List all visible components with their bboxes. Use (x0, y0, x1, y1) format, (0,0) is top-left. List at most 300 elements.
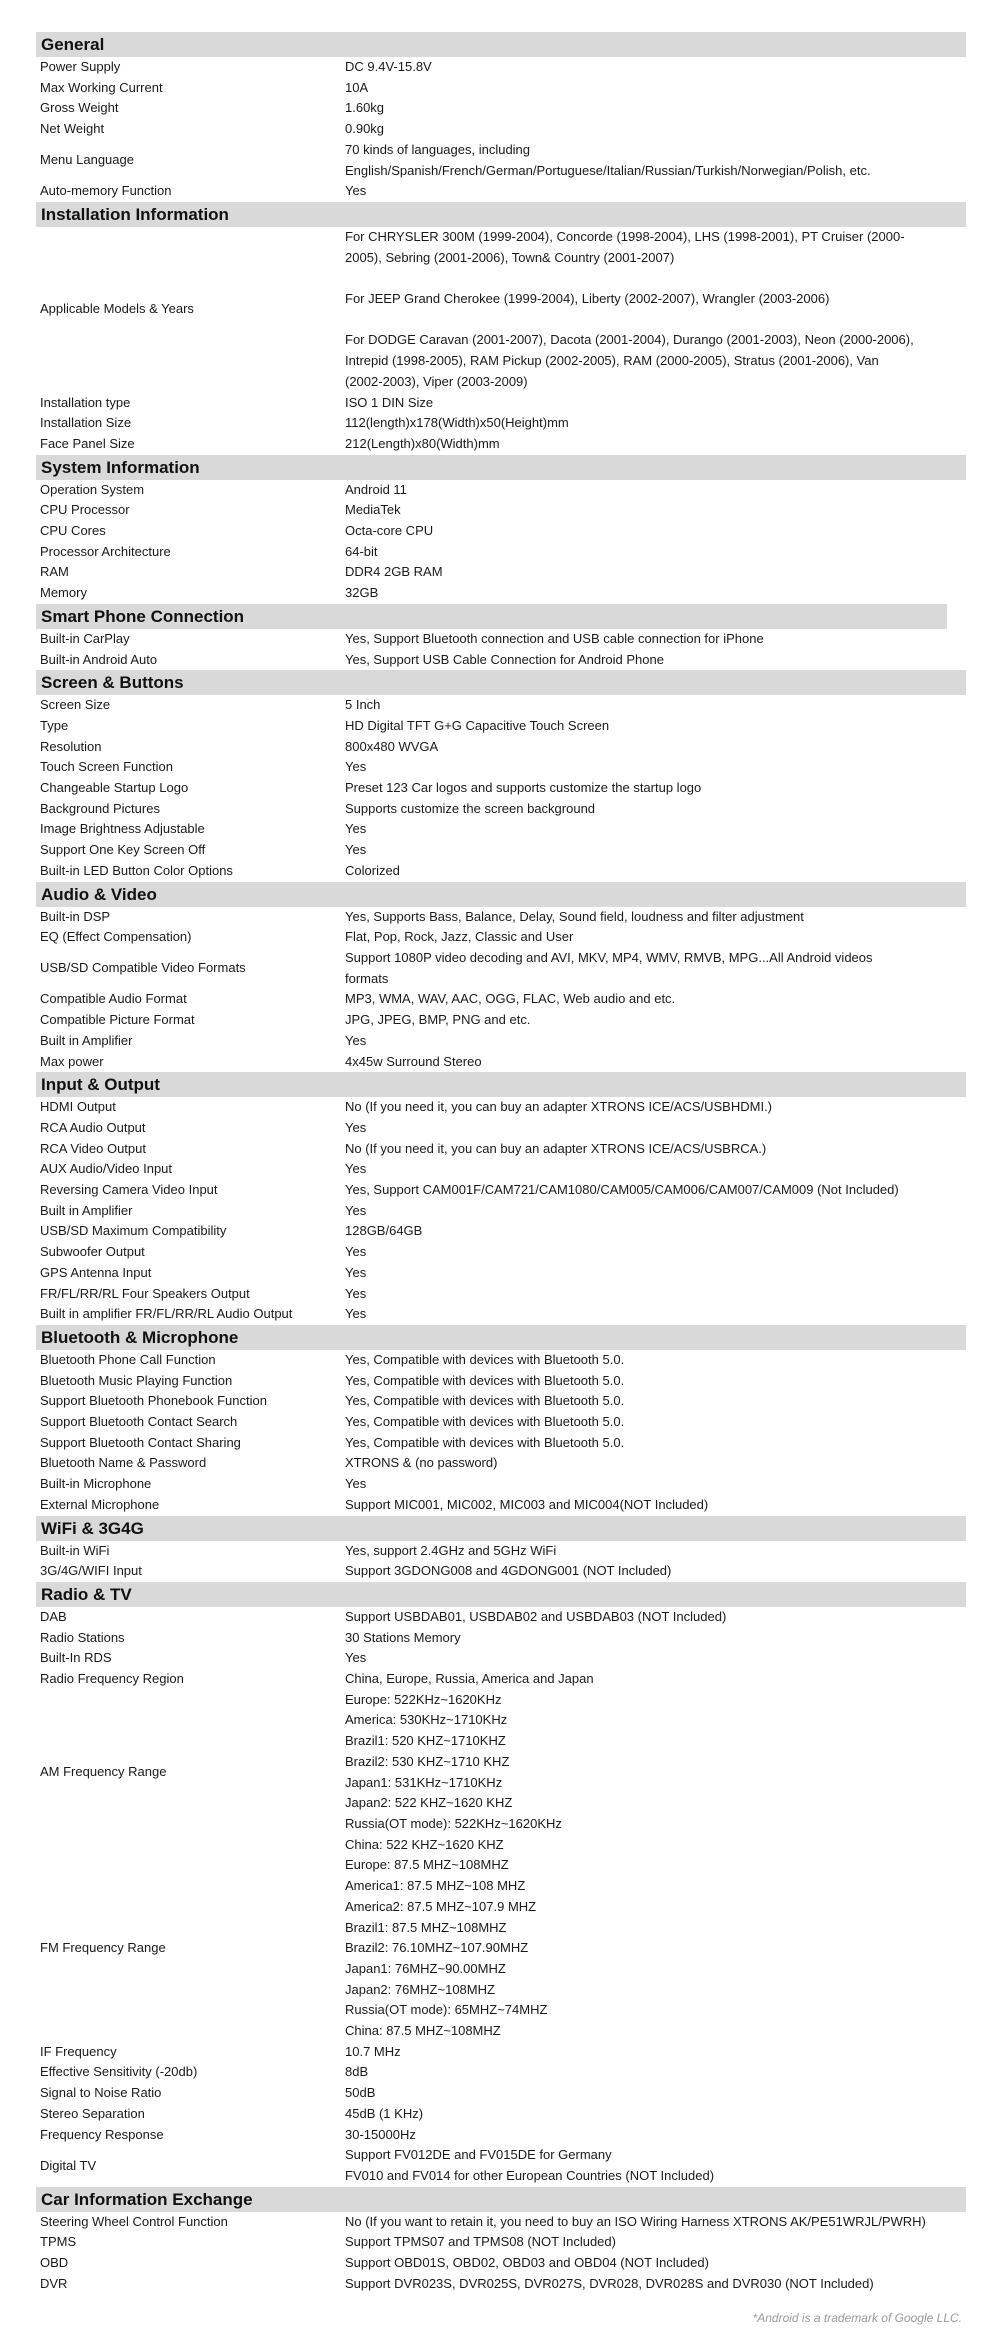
trademark-footnote: *Android is a trademark of Google LLC. (752, 2311, 962, 2325)
spec-value (345, 227, 966, 393)
spec-value (345, 181, 966, 202)
spec-label: Processor Architecture (40, 543, 171, 559)
spec-value-line: MP3, WMA, WAV, AAC, OGG, FLAC, Web audio and etc. (345, 991, 676, 1007)
spec-value-line: 4x45w Surround Stereo (345, 1053, 482, 1069)
spec-value (345, 1690, 966, 1856)
spec-value-line: 112(length)x178(Width)x50(Height)mm (345, 415, 569, 431)
spec-value-line: Octa-core CPU (345, 523, 434, 539)
spec-value-line: America1: 87.5 MHZ~108 MHZ (345, 1878, 526, 1894)
spec-value-line: Europe: 87.5 MHZ~108MHZ (345, 1857, 509, 1873)
spec-value (345, 542, 966, 563)
spec-label: Built-in WiFi (40, 1542, 110, 1558)
spec-value-line: DDR4 2GB RAM (345, 564, 443, 580)
spec-label: Support Bluetooth Contact Search (40, 1414, 238, 1430)
section-smartphone (36, 604, 966, 670)
spec-row (36, 1263, 966, 1284)
spec-value (345, 2104, 966, 2125)
spec-value (345, 1350, 966, 1371)
spec-value (345, 1474, 966, 1495)
spec-value (345, 1031, 966, 1052)
spec-row (36, 1628, 966, 1649)
spec-value-line: Yes, Support Bluetooth connection and USB cable connection for iPhone (345, 630, 764, 646)
spec-label: CPU Cores (40, 523, 106, 539)
spec-value-line: China: 522 KHZ~1620 KHZ (345, 1836, 504, 1852)
spec-value (345, 1284, 966, 1305)
spec-value (345, 119, 966, 140)
spec-label: Operation System (40, 481, 145, 497)
spec-value (345, 1242, 966, 1263)
spec-value (345, 1453, 966, 1474)
spec-value (345, 2042, 966, 2063)
spec-value (345, 737, 966, 758)
spec-value-line: Support DVR023S, DVR025S, DVR027S, DVR028, DVR028S and DVR030 (NOT Included) (345, 2275, 874, 2291)
spec-label: Changeable Startup Logo (40, 780, 189, 796)
spec-row (36, 500, 966, 521)
spec-value (345, 1541, 966, 1562)
spec-row (36, 757, 966, 778)
spec-value-line: Preset 123 Car logos and supports customize the startup logo (345, 780, 702, 796)
section-title: Input & Output (36, 1072, 966, 1097)
spec-value (345, 1304, 966, 1325)
spec-value-line: Russia(OT mode): 522KHz~1620KHz (345, 1816, 562, 1831)
spec-value (345, 1052, 966, 1073)
spec-value (345, 1097, 966, 1118)
spec-label: Effective Sensitivity (-20db) (40, 2064, 198, 2080)
spec-label: Support Bluetooth Contact Sharing (40, 1434, 241, 1450)
spec-row (36, 2104, 966, 2125)
spec-value-line: Yes (345, 1306, 367, 1322)
spec-label: Support Bluetooth Phonebook Function (40, 1393, 267, 1409)
spec-value (345, 819, 966, 840)
spec-value-line: 32GB (345, 585, 379, 601)
spec-value (345, 500, 966, 521)
spec-row (36, 948, 966, 989)
section-radio (36, 1582, 966, 2187)
spec-row (36, 1391, 966, 1412)
section-title: Bluetooth & Microphone (36, 1325, 966, 1350)
spec-value (345, 562, 966, 583)
spec-value (345, 778, 966, 799)
spec-label: Image Brightness Adjustable (40, 821, 205, 837)
spec-value (345, 629, 966, 650)
section-title: Radio & TV (36, 1582, 966, 1607)
spec-value-line: Yes (345, 1119, 367, 1135)
spec-row (36, 1412, 966, 1433)
spec-label: Menu Language (40, 152, 134, 168)
spec-label: Compatible Picture Format (40, 1012, 195, 1028)
spec-label: External Microphone (40, 1496, 160, 1512)
spec-value-line: Brazil2: 76.10MHZ~107.90MHZ (345, 1940, 529, 1956)
spec-value-line: Support 3GDONG008 and 4GDONG001 (NOT Included) (345, 1563, 672, 1579)
spec-label: Power Supply (40, 59, 121, 74)
spec-label: Face Panel Size (40, 435, 135, 451)
spec-value-line: Colorized (345, 862, 400, 878)
spec-label: Built-in Android Auto (40, 651, 158, 667)
spec-value (345, 948, 966, 989)
spec-label: Frequency Response (40, 2126, 164, 2142)
spec-row (36, 1031, 966, 1052)
spec-row (36, 393, 966, 414)
spec-label: Max power (40, 1053, 104, 1069)
spec-value-line: For JEEP Grand Cherokee (1999-2004), Liberty (2002-2007), Wrangler (2003-2006) (345, 291, 830, 307)
spec-value-line: Support USBDAB01, USBDAB02 and USBDAB03 (NOT Included) (345, 1608, 727, 1624)
spec-row (36, 861, 966, 882)
spec-value-line: Russia(OT mode): 65MHZ~74MHZ (345, 2002, 548, 2018)
spec-value-line: Supports customize the screen background (345, 800, 596, 816)
spec-row (36, 1541, 966, 1562)
spec-row (36, 927, 966, 948)
section-screen (36, 670, 966, 881)
spec-row (36, 1648, 966, 1669)
spec-row (36, 907, 966, 928)
spec-label: Reversing Camera Video Input (40, 1182, 218, 1198)
section-title: System Information (36, 455, 966, 480)
spec-value-line: ISO 1 DIN Size (345, 394, 434, 410)
spec-row (36, 1180, 966, 1201)
spec-value (345, 1855, 966, 2041)
spec-value-line: For DODGE Caravan (2001-2007), Dacota (2001-2004), Durango (2001-2003), Neon (2000-2006), (345, 332, 914, 348)
spec-value (345, 1669, 966, 1690)
spec-value (345, 1180, 966, 1201)
spec-value-line (345, 268, 960, 289)
spec-label: GPS Antenna Input (40, 1264, 152, 1280)
spec-label: Built in Amplifier (40, 1032, 133, 1048)
spec-value (345, 2253, 966, 2274)
spec-value-line: DC 9.4V-15.8V (345, 59, 432, 74)
spec-value-line: 10.7 MHz (345, 2043, 401, 2059)
spec-value-line: Yes, Compatible with devices with Bluetooth 5.0. (345, 1372, 625, 1388)
spec-value (345, 1118, 966, 1139)
spec-value-line: JPG, JPEG, BMP, PNG and etc. (345, 1012, 531, 1028)
spec-label: Built-in LED Button Color Options (40, 862, 233, 878)
spec-value (345, 716, 966, 737)
spec-value (345, 434, 966, 455)
spec-row (36, 1433, 966, 1454)
spec-value-line: 0.90kg (345, 121, 385, 137)
spec-label: RCA Video Output (40, 1140, 146, 1156)
spec-row (36, 989, 966, 1010)
spec-row (36, 1242, 966, 1263)
spec-value (345, 1607, 966, 1628)
spec-label: IF Frequency (40, 2043, 117, 2059)
spec-value (345, 757, 966, 778)
spec-label: Built-In RDS (40, 1650, 112, 1666)
spec-label: Built in amplifier FR/FL/RR/RL Audio Output (40, 1306, 293, 1322)
section-title: General (36, 32, 966, 57)
spec-value-line: Japan2: 522 KHZ~1620 KHZ (345, 1795, 513, 1811)
spec-value-line: Yes, Compatible with devices with Bluetooth 5.0. (345, 1393, 625, 1409)
spec-row (36, 819, 966, 840)
spec-value (345, 1010, 966, 1031)
spec-label: USB/SD Compatible Video Formats (40, 960, 246, 976)
spec-row (36, 480, 966, 501)
spec-row (36, 413, 966, 434)
spec-value (345, 1628, 966, 1649)
spec-row (36, 434, 966, 455)
section-title: Audio & Video (36, 882, 966, 907)
spec-row (36, 98, 966, 119)
spec-row (36, 140, 966, 181)
spec-value-line: Support FV012DE and FV015DE for Germany (345, 2147, 612, 2163)
spec-label: Built-in Microphone (40, 1476, 152, 1492)
spec-row (36, 1052, 966, 1073)
spec-value-line: 50dB (345, 2085, 376, 2101)
spec-label: Compatible Audio Format (40, 991, 187, 1007)
spec-value-line: Yes (345, 183, 367, 199)
spec-label: Touch Screen Function (40, 759, 173, 775)
spec-value-line: Yes (345, 759, 367, 775)
spec-row (36, 1607, 966, 1628)
spec-value (345, 650, 966, 671)
spec-row (36, 1561, 966, 1582)
spec-label: DVR (40, 2275, 68, 2291)
spec-row (36, 1201, 966, 1222)
spec-value-line: Yes, Compatible with devices with Bluetooth 5.0. (345, 1351, 625, 1367)
spec-label: Applicable Models & Years (40, 301, 194, 317)
spec-row (36, 57, 966, 78)
section-general (36, 32, 966, 202)
spec-row (36, 629, 966, 650)
spec-label: Built-in DSP (40, 908, 111, 924)
spec-label: DAB (40, 1608, 67, 1624)
spec-value (345, 695, 966, 716)
spec-value-line: 5 Inch (345, 697, 381, 713)
spec-value (345, 583, 966, 604)
spec-value (345, 393, 966, 414)
spec-value-line: 1.60kg (345, 100, 385, 116)
spec-value-line: Support 1080P video decoding and AVI, MKV, MP4, WMV, RMVB, MPG...All Android videos (345, 949, 873, 965)
spec-label: AUX Audio/Video Input (40, 1161, 173, 1177)
spec-value-line: 10A (345, 79, 369, 95)
spec-label: Radio Frequency Region (40, 1671, 184, 1687)
spec-label: 3G/4G/WIFI Input (40, 1563, 142, 1579)
spec-value (345, 1371, 966, 1392)
spec-row (36, 650, 966, 671)
spec-value (345, 2232, 966, 2253)
spec-value (345, 480, 966, 501)
spec-label: Screen Size (40, 697, 111, 713)
spec-value-line: 30-15000Hz (345, 2126, 416, 2142)
section-io (36, 1072, 966, 1325)
spec-value-line: Europe: 522KHz~1620KHz (345, 1691, 502, 1707)
spec-value-line: Yes (345, 1161, 367, 1177)
spec-value-line: China: 87.5 MHZ~108MHZ (345, 2023, 501, 2039)
spec-value-line: Intrepid (1998-2005), RAM Pickup (2002-2005), RAM (2000-2005), Stratus (2001-2006), Van (345, 353, 879, 369)
spec-value-line: Yes, Compatible with devices with Bluetooth 5.0. (345, 1414, 625, 1430)
spec-value (345, 907, 966, 928)
spec-row (36, 2212, 966, 2233)
spec-value (345, 140, 966, 181)
spec-value (345, 2083, 966, 2104)
spec-value-line: English/Spanish/French/German/Portuguese/Italian/Russian/Turkish/Norwegian/Polish, etc. (345, 162, 871, 178)
spec-label: Support One Key Screen Off (40, 842, 206, 858)
spec-row (36, 1669, 966, 1690)
spec-label: Type (40, 717, 69, 733)
spec-row (36, 1097, 966, 1118)
spec-row (36, 2062, 966, 2083)
spec-value (345, 1648, 966, 1669)
spec-value-line: America2: 87.5 MHZ~107.9 MHZ (345, 1898, 537, 1914)
spec-value-line: 800x480 WVGA (345, 738, 439, 754)
spec-label: Stereo Separation (40, 2105, 145, 2121)
spec-value-line: Yes (345, 1285, 367, 1301)
spec-value (345, 1263, 966, 1284)
spec-value (345, 521, 966, 542)
spec-value-line: Yes (345, 1202, 367, 1218)
spec-sheet (36, 32, 966, 2294)
spec-value-line: Japan1: 531KHz~1710KHz (345, 1774, 503, 1790)
spec-value-line: Japan1: 76MHZ~90.00MHZ (345, 1960, 506, 1976)
section-bluetooth (36, 1325, 966, 1516)
spec-value-line: Android 11 (345, 481, 407, 497)
spec-label: Resolution (40, 738, 102, 754)
section-title: Car Information Exchange (36, 2187, 966, 2212)
spec-value-line: formats (345, 970, 389, 986)
spec-row (36, 2145, 966, 2186)
spec-row (36, 1371, 966, 1392)
spec-row (36, 583, 966, 604)
spec-value-line: Yes, Compatible with devices with Bluetooth 5.0. (345, 1434, 625, 1450)
spec-value (345, 1159, 966, 1180)
spec-label: Gross Weight (40, 100, 119, 116)
spec-value (345, 1561, 966, 1582)
spec-value-line: Japan2: 76MHZ~108MHZ (345, 1981, 495, 1997)
section-audio (36, 882, 966, 1073)
spec-row (36, 1139, 966, 1160)
section-installation (36, 202, 966, 455)
section-wifi (36, 1516, 966, 1582)
spec-value (345, 927, 966, 948)
spec-value (345, 2212, 966, 2233)
spec-value (345, 840, 966, 861)
spec-value (345, 1201, 966, 1222)
spec-row (36, 1690, 966, 1856)
spec-value (345, 2125, 966, 2146)
spec-label: Bluetooth Name & Password (40, 1455, 207, 1471)
spec-value-line: Support OBD01S, OBD02, OBD03 and OBD04 (NOT Included) (345, 2255, 709, 2271)
spec-value-line: Yes (345, 842, 367, 858)
section-title: Smart Phone Connection (36, 604, 947, 629)
spec-row (36, 1453, 966, 1474)
spec-label: HDMI Output (40, 1099, 116, 1115)
spec-value-line: Yes (345, 1264, 367, 1280)
spec-label: CPU Processor (40, 502, 130, 518)
spec-label: Bluetooth Music Playing Function (40, 1372, 233, 1388)
spec-label: Installation type (40, 394, 131, 410)
spec-label: Bluetooth Phone Call Function (40, 1351, 216, 1367)
spec-value-line: 2005), Sebring (2001-2006), Town& Country (2001-2007) (345, 249, 675, 265)
spec-value-line: China, Europe, Russia, America and Japan (345, 1671, 594, 1687)
spec-label: AM Frequency Range (40, 1764, 167, 1780)
spec-label: Digital TV (40, 2157, 97, 2173)
spec-value (345, 2145, 966, 2186)
spec-value (345, 1412, 966, 1433)
spec-row (36, 227, 966, 393)
spec-label: Subwoofer Output (40, 1244, 145, 1260)
spec-row (36, 542, 966, 563)
spec-row (36, 2253, 966, 2274)
spec-label: Radio Stations (40, 1629, 125, 1645)
spec-value-line: 45dB (1 KHz) (345, 2105, 424, 2121)
spec-value-line: Brazil1: 520 KHZ~1710KHZ (345, 1733, 506, 1749)
spec-value-line: Yes, Supports Bass, Balance, Delay, Sound field, loudness and filter adjustment (345, 908, 804, 924)
spec-value-line: FV010 and FV014 for other European Countries (NOT Included) (345, 2167, 715, 2183)
spec-value-line: Yes (345, 1032, 367, 1048)
section-car-info (36, 2187, 966, 2295)
spec-value-line: For CHRYSLER 300M (1999-2004), Concorde (1998-2004), LHS (1998-2001), PT Cruiser (2000- (345, 228, 905, 244)
spec-value-line: 128GB/64GB (345, 1223, 423, 1239)
spec-value-line: (2002-2003), Viper (2003-2009) (345, 373, 528, 389)
section-title: Screen & Buttons (36, 670, 966, 695)
spec-value (345, 2062, 966, 2083)
spec-value-line: No (If you need it, you can buy an adapter XTRONS ICE/ACS/USBRCA.) (345, 1140, 767, 1156)
spec-label: OBD (40, 2255, 69, 2271)
spec-value-line: XTRONS & (no password) (345, 1455, 498, 1471)
spec-row (36, 1159, 966, 1180)
spec-value (345, 1495, 966, 1516)
spec-label: Net Weight (40, 121, 105, 137)
spec-row (36, 1304, 966, 1325)
spec-label: FR/FL/RR/RL Four Speakers Output (40, 1285, 250, 1301)
spec-row (36, 1010, 966, 1031)
spec-value (345, 78, 966, 99)
spec-label: Steering Wheel Control Function (40, 2213, 228, 2229)
spec-value (345, 1139, 966, 1160)
spec-value-line: America: 530KHz~1710KHz (345, 1712, 508, 1728)
spec-value-line: 212(Length)x80(Width)mm (345, 435, 500, 451)
spec-value-line: 70 kinds of languages, including (345, 141, 531, 157)
spec-value (345, 98, 966, 119)
spec-label: Built in Amplifier (40, 1202, 133, 1218)
section-system (36, 455, 966, 604)
spec-row (36, 1118, 966, 1139)
spec-label: Signal to Noise Ratio (40, 2085, 162, 2101)
spec-value-line: HD Digital TFT G+G Capacitive Touch Screen (345, 717, 610, 733)
spec-row (36, 840, 966, 861)
spec-row (36, 119, 966, 140)
spec-row (36, 2232, 966, 2253)
spec-row (36, 521, 966, 542)
spec-value-line: Yes, Support CAM001F/CAM721/CAM1080/CAM005/CAM006/CAM007/CAM009 (Not Included) (345, 1182, 899, 1198)
spec-value-line: Yes (345, 1244, 367, 1260)
spec-value (345, 1433, 966, 1454)
spec-row (36, 1474, 966, 1495)
spec-row (36, 562, 966, 583)
spec-label: Auto-memory Function (40, 183, 172, 199)
spec-row (36, 2083, 966, 2104)
spec-row (36, 2274, 966, 2295)
spec-value-line: Flat, Pop, Rock, Jazz, Classic and User (345, 929, 574, 945)
spec-value-line: No (If you need it, you can buy an adapter XTRONS ICE/ACS/USBHDMI.) (345, 1099, 773, 1115)
spec-value-line: Yes, Support USB Cable Connection for Android Phone (345, 651, 664, 667)
spec-value (345, 1391, 966, 1412)
spec-value-line: Brazil1: 87.5 MHZ~108MHZ (345, 1919, 507, 1935)
spec-value-line: Support TPMS07 and TPMS08 (NOT Included) (345, 2234, 616, 2250)
spec-label: Memory (40, 585, 87, 601)
spec-label: Max Working Current (40, 79, 163, 95)
spec-row (36, 1221, 966, 1242)
spec-label: RCA Audio Output (40, 1119, 146, 1135)
spec-label: RAM (40, 564, 69, 580)
spec-value (345, 1221, 966, 1242)
spec-value-line: MediaTek (345, 502, 401, 518)
spec-row (36, 181, 966, 202)
spec-row (36, 1855, 966, 2041)
spec-value (345, 57, 966, 78)
spec-label: Built-in CarPlay (40, 630, 130, 646)
spec-value-line: Brazil2: 530 KHZ~1710 KHZ (345, 1753, 510, 1769)
spec-row (36, 799, 966, 820)
